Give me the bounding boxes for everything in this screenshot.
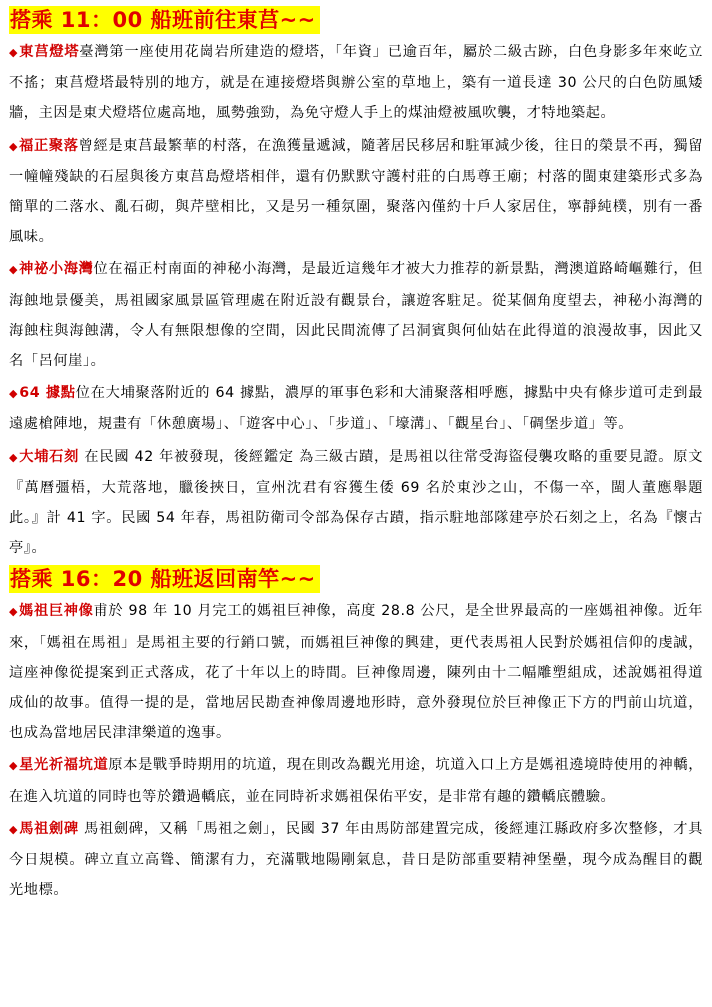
entry-body: 在民國 42 年被發現，後經鑑定 為三級古蹟，是馬祖以往常受海盜侵襲攻略的重要見證。原文『萬曆彊梧，大荒落地，臘後挾日，宣州沈君有容獲生倭 69 名於東沙之山，不傷一卒，閩人董應舉題此。』計 41 字。民國 54 年春，馬祖防衛司令部為保存古蹟，指示駐地部隊建亭於石刻之上，名為『懷古亭』。 [9, 448, 704, 557]
entry-fuzheng-village [9, 131, 703, 253]
entry-mazu-statue [9, 596, 703, 748]
section-heading: 搭乘 11：00 船班前往東莒~~ [9, 6, 320, 34]
entry-body: 甫於 98 年 10 月完工的媽祖巨神像，高度 28.8 公尺，是全世界最高的一座媽祖神像。近年來，「媽祖在馬祖」是馬祖主要的行銷口號，而媽祖巨神像的興建，更代表馬祖人民對於媽祖信仰的虔誠，這座神像從提案到正式落成，花了十年以上的時間。巨神像周邊，陳列由十二幅雕塑組成，述說媽祖得道成仙的故事。值得一提的是，當地居民勘查神像周邊地形時，意外發現位於巨神像正下方的門前山坑道，也成為當地居民津津樂道的逸事。 [9, 603, 703, 742]
entry-dongju-lighthouse [9, 37, 703, 129]
entry-mystery-bay [9, 254, 703, 376]
entry-body: 臺灣第一座使用花崗岩所建造的燈塔，「年資」已逾百年，屬於二級古跡，白色身影多年來屹立不搖；東莒燈塔最特別的地方，就是在連接燈塔與辦公室的草地上，築有一道長達 30 公尺的白色防風矮牆，主因是東犬燈塔位處高地，風勢強勁，為免守燈人手上的煤油燈被風吹襲，才特地築起。 [9, 44, 703, 122]
entry-mazu-sword-monument [9, 814, 703, 906]
entry-title: 媽祖巨神像 [19, 603, 94, 620]
diamond-bullet-icon: ◆ [9, 387, 19, 401]
diamond-bullet-icon: ◆ [9, 46, 19, 59]
entry-stronghold-64 [9, 378, 703, 439]
entry-body: 曾經是東莒最繁華的村落，在漁獲量遞減，隨著居民移居和駐軍減少後，往日的榮景不再，獨留一幢幢殘缺的石屋與後方東莒島燈塔相伴，還有仍默默守護村莊的白馬尊王廟；村落的閩東建築形式多為簡單的二落水、亂石砌，與芹壁相比，又是另一種氛圍，聚落內僅約十戶人家居住，寧靜純樸，別有一番風味。 [9, 137, 704, 246]
diamond-bullet-icon: ◆ [9, 450, 19, 464]
diamond-bullet-icon: ◆ [9, 263, 19, 277]
entry-starlight-tunnel [9, 750, 703, 811]
entry-body: 馬祖劍碑，又稱「馬祖之劍」，民國 37 年由馬防部建置完成，後經連江縣政府多次整修，才具今日規模。碑立直立高聳、簡潔有力，充滿戰地陽剛氣息，昔日是防部重要精神堡壘，現今成為醒目的觀光地標。 [9, 820, 703, 899]
entry-body: 位在福正村南面的神秘小海灣，是最近這幾年才被大力推荐的新景點，灣澳道路崎嶇難行，但海蝕地景優美，馬祖國家風景區管理處在附近設有觀景台，讓遊客駐足。從某個角度望去，神秘小海灣的海蝕柱與海蝕溝，令人有無限想像的空間，因此民間流傳了呂洞賓與何仙姑在此得道的浪漫故事，因此又名「呂何崖」。 [9, 261, 703, 370]
entry-title: 東莒燈塔 [19, 44, 80, 60]
entry-title: 神祕小海灣 [19, 261, 94, 278]
entry-body: 原本是戰爭時期用的坑道，現在則改為觀光用途，坑道入口上方是媽祖遶境時使用的神轎，在進入坑道的同時也等於鑽過轎底，並在同時祈求媽祖保佑平安，是非常有趣的鑽轎底體驗。 [9, 757, 703, 805]
entry-body: 位在大埔聚落附近的 64 據點，濃厚的軍事色彩和大浦聚落相呼應，據點中央有條步道可走到最遠處槍陣地，規畫有「休憩廣場」、「遊客中心」、「步道」、「壕溝」、「觀星台」、「碉堡步道」等。 [9, 385, 704, 433]
entry-title: 大埔石刻 [19, 448, 80, 465]
entry-title: 64 據點 [19, 385, 76, 402]
section-heading: 搭乘 16：20 船班返回南竿~~ [9, 565, 320, 593]
section-return-nangan [9, 565, 703, 905]
diamond-bullet-icon: ◆ [9, 139, 19, 153]
entry-title: 星光祈福坑道 [19, 757, 109, 774]
diamond-bullet-icon: ◆ [9, 759, 19, 773]
entry-dapu-inscription [9, 442, 703, 564]
entry-title: 馬祖劍碑 [19, 820, 79, 837]
diamond-bullet-icon: ◆ [9, 605, 19, 619]
diamond-bullet-icon: ◆ [9, 822, 19, 836]
section-east-ju [9, 6, 703, 563]
entry-title: 福正聚落 [19, 137, 79, 154]
